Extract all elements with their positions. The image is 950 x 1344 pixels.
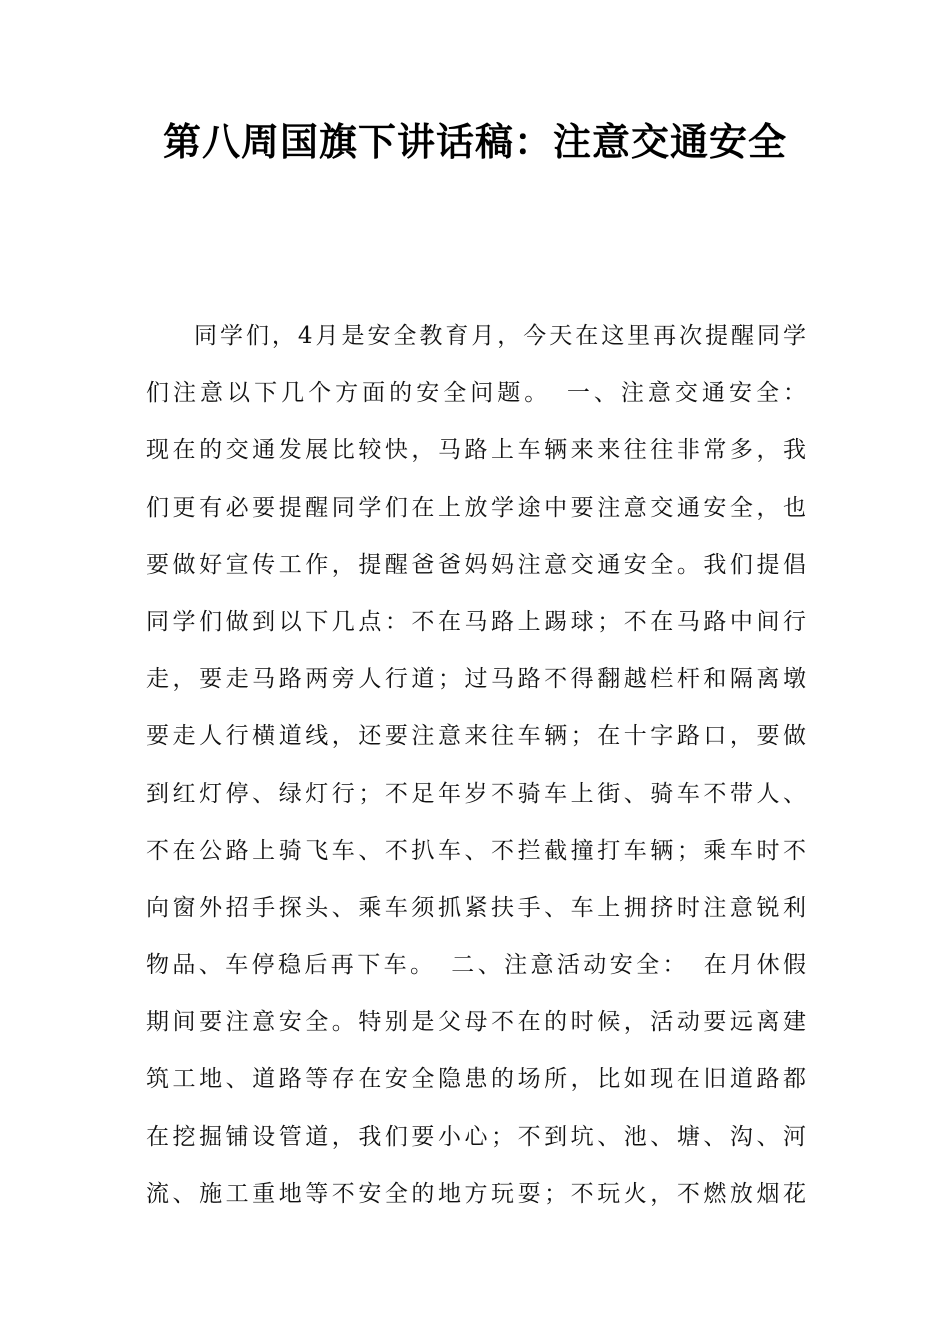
body-line: 在挖掘铺设管道，我们要小心；不到坑、池、塘、沟、河 [146, 1123, 806, 1150]
body-line: 们注意以下几个方面的安全问题。 一、注意交通安全： [146, 380, 806, 407]
body-line: 同学们，4月是安全教育月，今天在这里再次提醒同学 [194, 323, 806, 349]
body-line: 不在公路上骑飞车、不扒车、不拦截撞打车辆；乘车时不 [146, 837, 806, 864]
body-line: 物品、车停稳后再下车。 二、注意活动安全： 在月休假 [146, 952, 806, 979]
body-line: 同学们做到以下几点：不在马路上踢球；不在马路中间行 [146, 608, 806, 635]
document-title: 第八周国旗下讲话稿：注意交通安全 [162, 119, 787, 164]
body-line: 要做好宣传工作，提醒爸爸妈妈注意交通安全。我们提倡 [146, 551, 806, 578]
body-line: 期间要注意安全。特别是父母不在的时候，活动要远离建 [146, 1009, 806, 1036]
body-line: 向窗外招手探头、乘车须抓紧扶手、车上拥挤时注意锐利 [146, 894, 806, 921]
body-line: 筑工地、道路等存在安全隐患的场所，比如现在旧道路都 [146, 1066, 806, 1093]
body-line: 要走人行横道线，还要注意来往车辆；在十字路口，要做 [146, 723, 806, 750]
body-line: 们更有必要提醒同学们在上放学途中要注意交通安全，也 [146, 494, 806, 521]
body-line: 流、施工重地等不安全的地方玩耍；不玩火，不燃放烟花 [146, 1180, 806, 1207]
document-body [146, 308, 806, 1223]
body-line: 到红灯停、绿灯行；不足年岁不骑车上街、骑车不带人、 [146, 780, 806, 807]
body-line: 现在的交通发展比较快，马路上车辆来来往往非常多，我 [146, 437, 806, 464]
body-line: 走，要走马路两旁人行道；过马路不得翻越栏杆和隔离墩 [146, 666, 806, 693]
